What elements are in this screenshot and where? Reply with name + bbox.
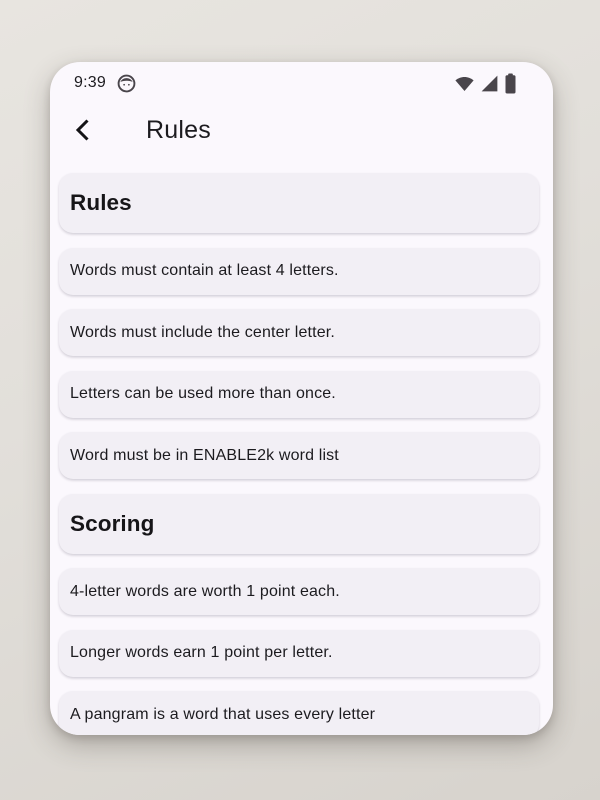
battery-icon (504, 73, 517, 94)
rule-card: Words must contain at least 4 letters. (59, 248, 539, 295)
rule-card: 4-letter words are worth 1 point each. (59, 568, 539, 615)
rule-card: Words must include the center letter. (59, 309, 539, 356)
rules-list[interactable] (50, 162, 553, 735)
rule-card: Word must be in ENABLE2k word list (59, 432, 539, 479)
section-header-card: Rules (59, 173, 539, 233)
rule-card: Letters can be used more than once. (59, 371, 539, 418)
cellular-signal-icon (479, 73, 500, 94)
rule-card: Longer words earn 1 point per letter. (59, 630, 539, 677)
face-notification-icon (117, 74, 136, 93)
chevron-left-icon (72, 117, 94, 143)
page-title: Rules (146, 115, 211, 144)
wifi-icon (454, 73, 475, 94)
phone-screen (50, 62, 553, 735)
back-button[interactable] (66, 110, 100, 150)
section-header-card: Scoring (59, 494, 539, 554)
status-time: 9:39 (74, 74, 106, 91)
status-bar (50, 62, 553, 98)
top-app-bar (50, 98, 553, 162)
status-bar-right-icons (454, 73, 517, 94)
rule-card: A pangram is a word that uses every letter (59, 691, 539, 735)
